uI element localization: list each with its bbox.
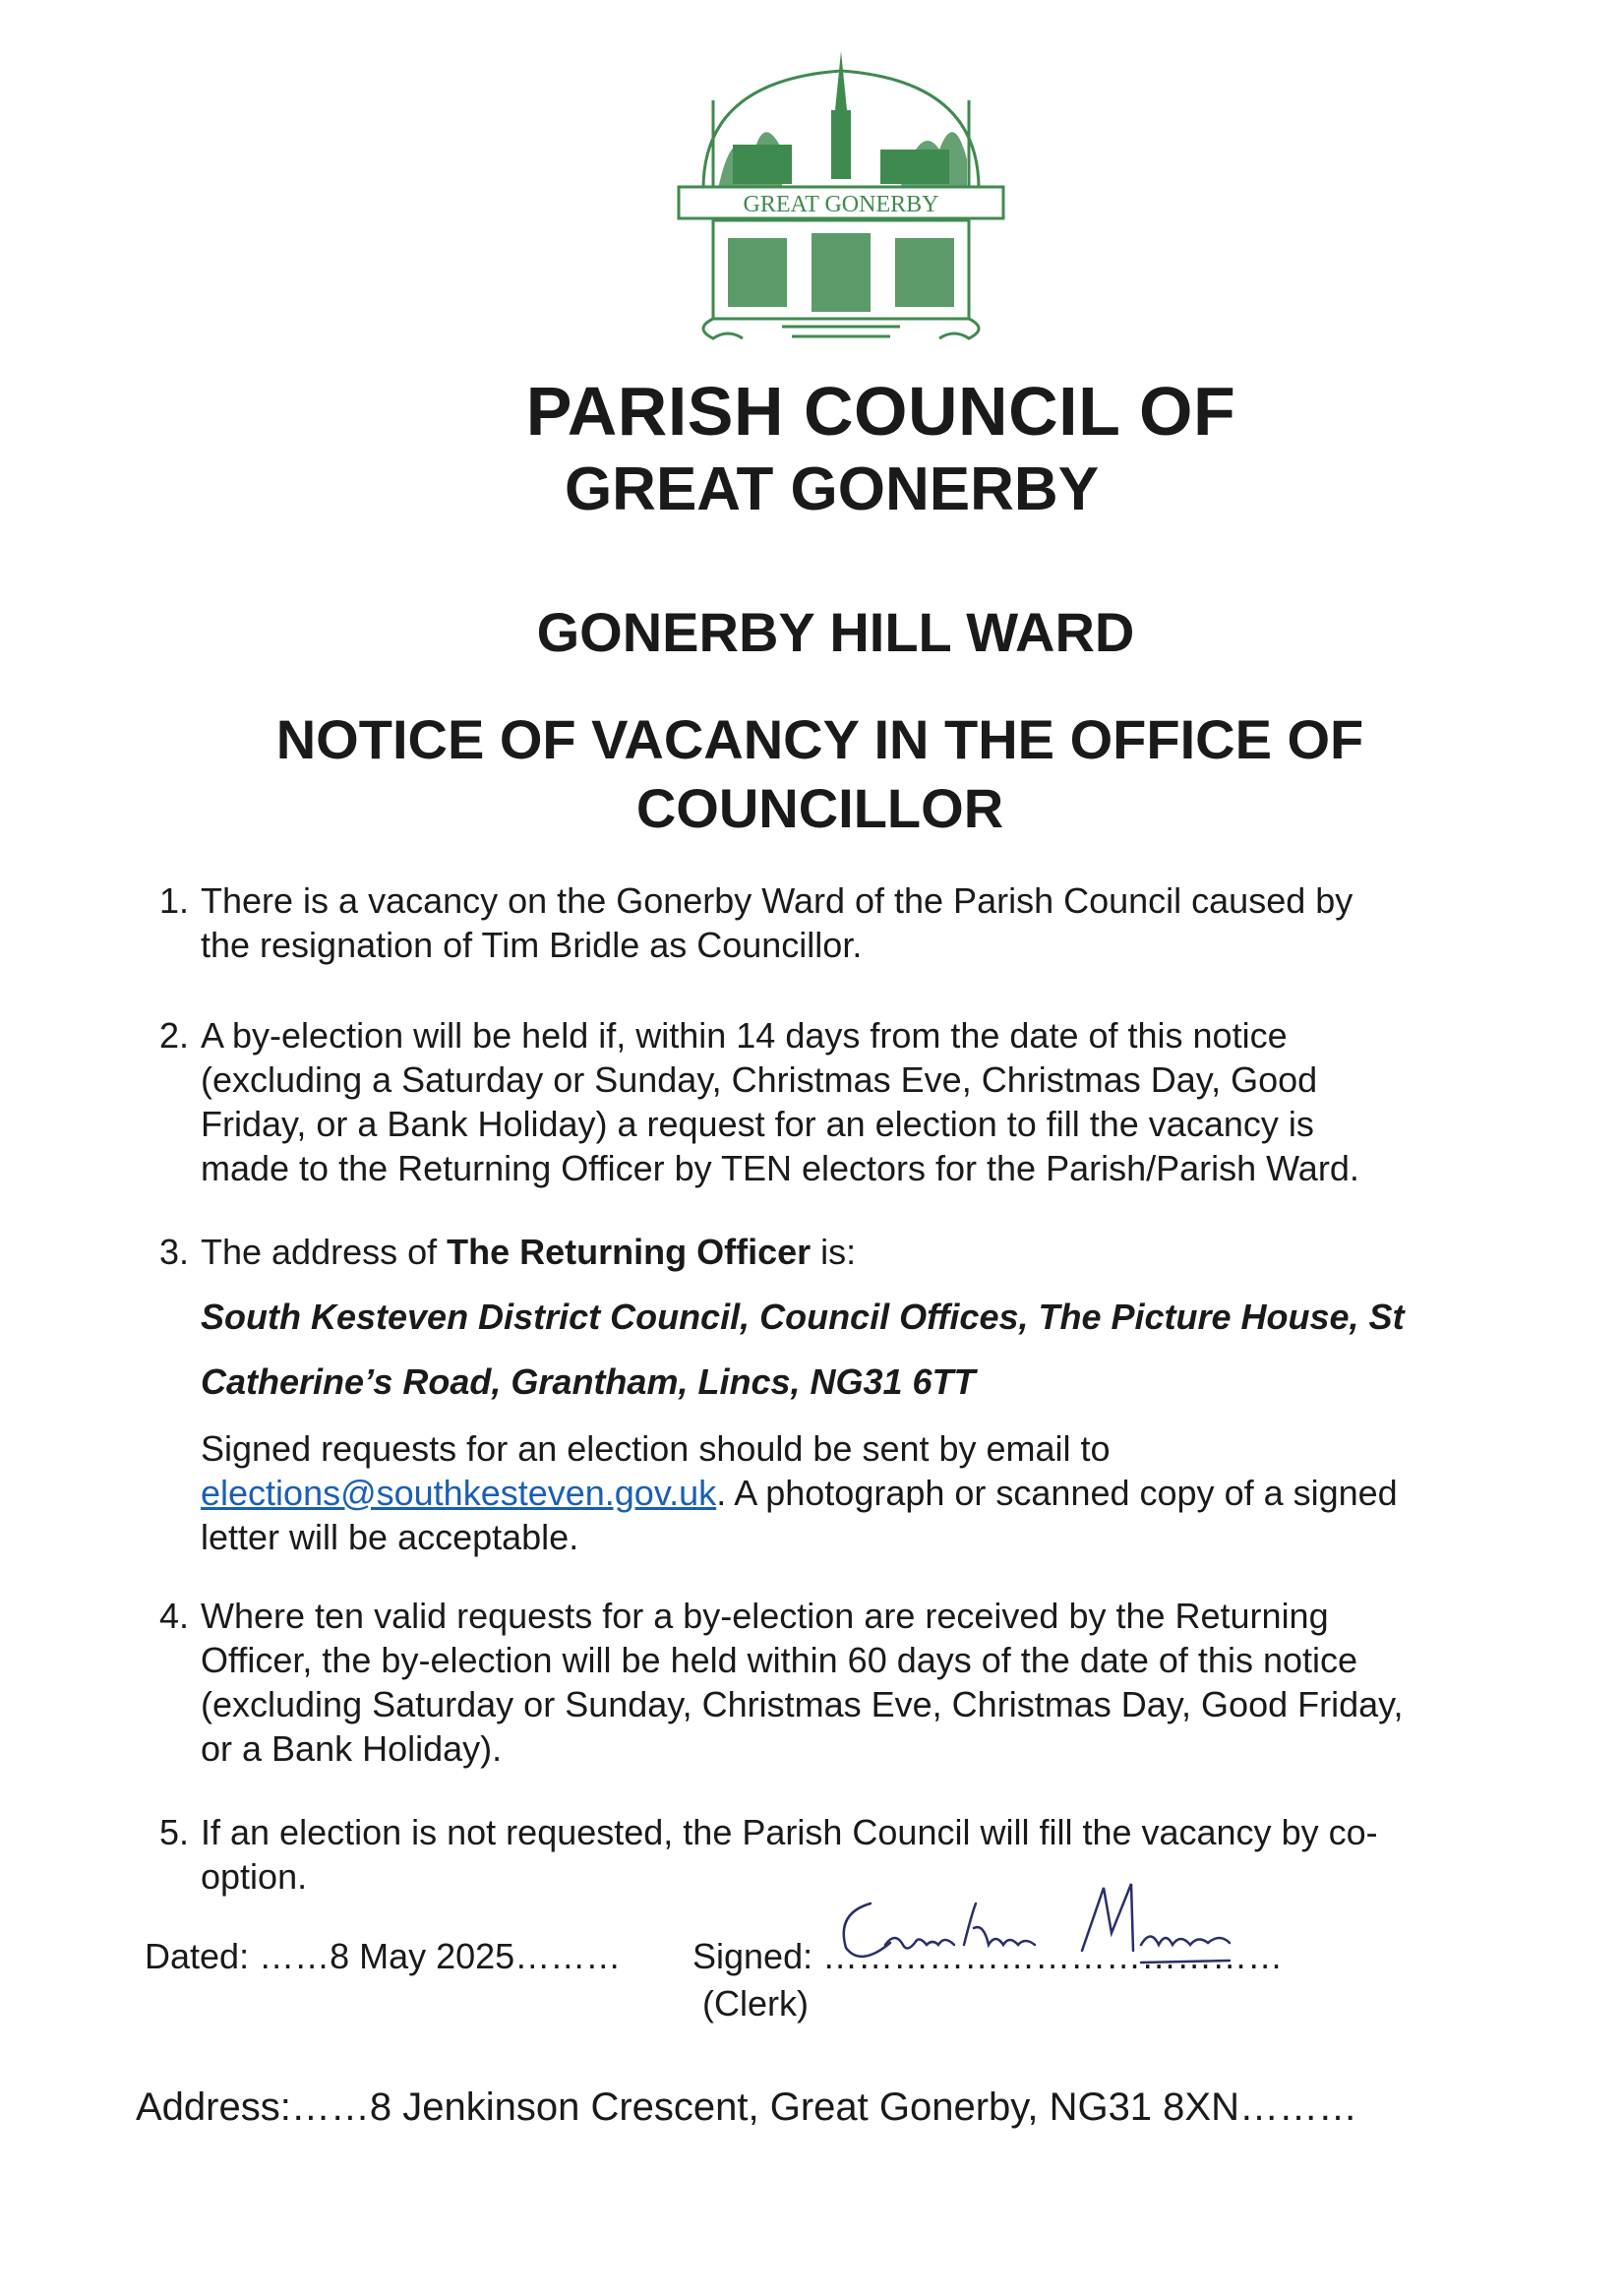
item-number: 1. [158,880,189,921]
address-dots: ……… [1238,2085,1357,2129]
item-text: made to the Returning Officer by TEN electors for the Parish/Parish Ward. [201,1148,1359,1188]
clerk-address [136,2085,1357,2130]
returning-officer-label: The Returning Officer [447,1232,812,1272]
returning-officer-address: South Kesteven District Council, Council Offices, The Picture House, St [201,1297,1405,1337]
elections-email-link[interactable]: elections@southkesteven.gov.uk [201,1473,717,1513]
item-text: Officer, the by-election will be held within 60 days of the date of this notice [201,1640,1358,1680]
item-text: (excluding Saturday or Sunday, Christmas Eve, Christmas Day, Good Friday, [201,1684,1404,1724]
item-text: (excluding a Saturday or Sunday, Christmas Eve, Christmas Day, Good [201,1059,1318,1100]
request-text: letter will be acceptable. [201,1517,579,1557]
request-text: . A photograph or scanned copy of a signed [716,1473,1398,1513]
item-text: is: [811,1232,857,1272]
ward-name: GONERBY HILL WARD [536,601,1135,663]
notice-heading [8,705,1624,843]
item-text: Friday, or a Bank Holiday) a request for an election to fill the vacancy is [201,1104,1314,1144]
item-number: 4. [158,1596,189,1636]
council-name: GREAT GONERBY [564,455,1100,523]
request-instructions [201,1426,1398,1559]
request-text: Signed requests for an election should be sent by email to [201,1428,1111,1469]
signed-label: Signed: [692,1936,823,1976]
returning-officer-address: Catherine’s Road, Grantham, Lincs, NG31 6TT [201,1361,976,1402]
clerk-signature [816,1874,1289,1982]
crest-banner-text: GREAT GONERBY [743,192,939,217]
signed-dots: ………………………………… [822,1936,1284,1976]
item-text: or a Bank Holiday). [201,1728,503,1769]
dated-label: Dated: …… [145,1936,331,1976]
item-number: 3. [158,1232,189,1272]
clerk-role: (Clerk) [702,1983,809,2024]
item-text: There is a vacancy on the Gonerby Ward of the Parish Council caused by [201,880,1353,921]
item-text: A by-election will be held if, within 14 days from the date of this notice [201,1015,1288,1056]
notice-heading-line: NOTICE OF VACANCY IN THE OFFICE OF [275,708,1364,770]
council-title: PARISH COUNCIL OF [525,373,1236,450]
item-text: If an election is not requested, the Parish Council will fill the vacancy by co- [201,1812,1378,1852]
date-value: 8 May 2025 [330,1936,515,1976]
item-number: 2. [158,1015,189,1056]
notice-heading-line: COUNCILLOR [635,777,1004,839]
item-text: The address of [201,1232,448,1272]
address-value: 8 Jenkinson Crescent, Great Gonerby, NG31 8XN [369,2085,1239,2129]
item-number: 5. [158,1812,189,1852]
item-text: the resignation of Tim Bridle as Councillor. [201,925,863,965]
item-text: option. [201,1856,308,1897]
parish-crest-logo [674,41,1008,356]
dated-dots: ……… [514,1936,622,1976]
item-text: Where ten valid requests for a by-election are received by the Returning [201,1596,1329,1636]
dated-field [145,1936,621,1977]
address-label: Address:…… [136,2085,370,2129]
